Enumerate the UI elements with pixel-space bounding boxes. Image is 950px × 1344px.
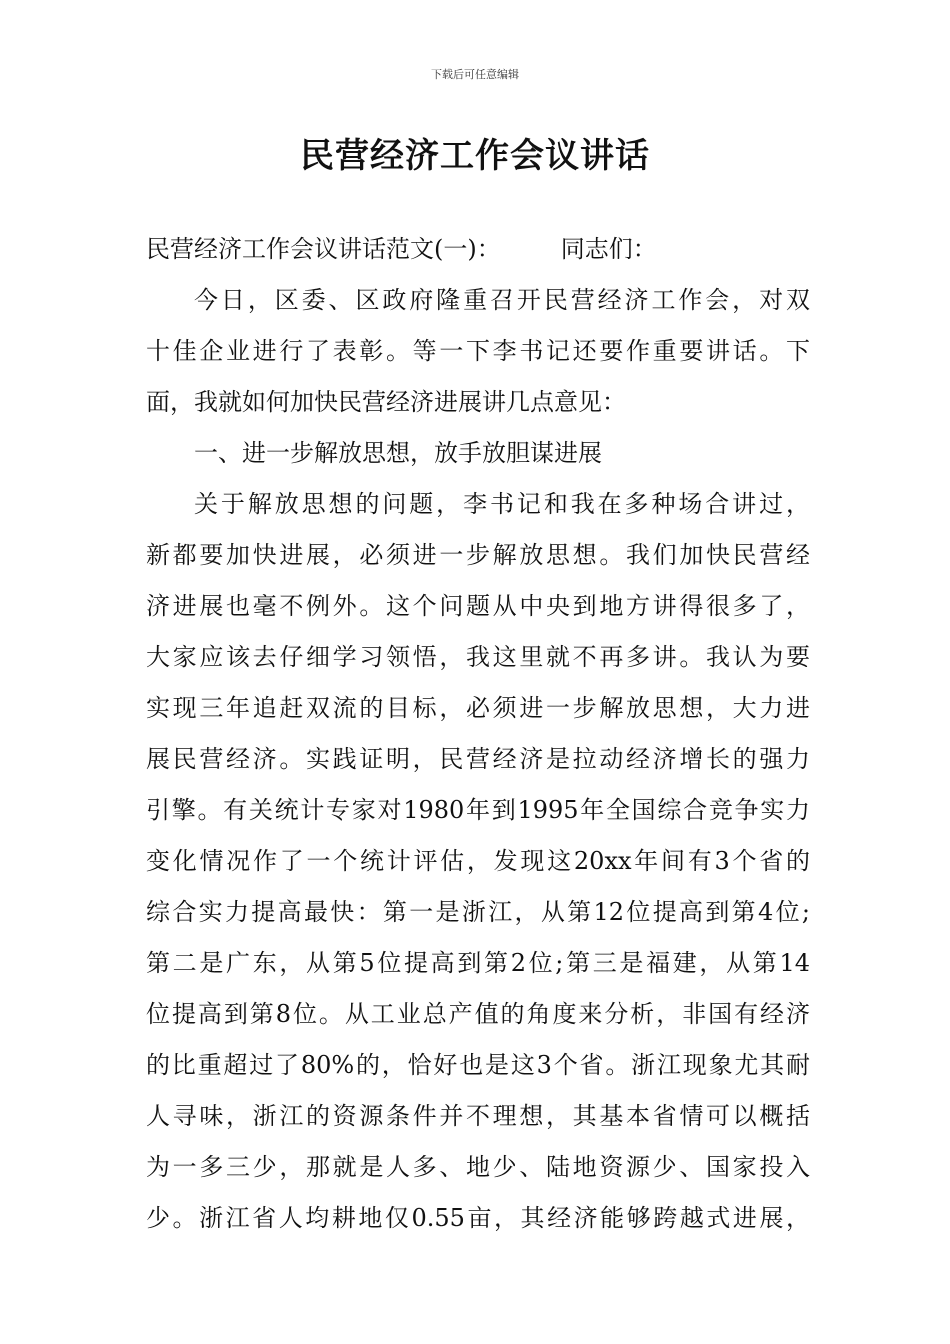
body-line: 实现三年追赶双流的目标，必须进一步解放思想，大力进 <box>146 694 810 722</box>
body-line: 引擎。有关统计专家对1980年到1995年全国综合竞争实力 <box>146 796 810 824</box>
header-note: 下载后可任意编辑 <box>431 68 519 81</box>
body-line: 新都要加快进展，必须进一步解放思想。我们加快民营经 <box>146 541 810 569</box>
document-title: 民营经济工作会议讲话 <box>300 136 650 176</box>
body-line: 综合实力提高最快：第一是浙江，从第12位提高到第4位; <box>146 898 810 926</box>
body-line: 济进展也毫不例外。这个问题从中央到地方讲得很多了， <box>146 592 810 620</box>
body-line: 展民营经济。实践证明，民营经济是拉动经济增长的强力 <box>146 745 810 773</box>
document-body <box>146 224 810 1244</box>
body-line: 今日，区委、区政府隆重召开民营经济工作会，对双 <box>194 286 810 314</box>
salutation: 同志们： <box>560 235 657 263</box>
intro-label: 民营经济工作会议讲话范文(一)： <box>146 235 501 263</box>
section-heading: 一、进一步解放思想，放手放胆谋进展 <box>194 439 602 467</box>
body-line: 人寻味，浙江的资源条件并不理想，其基本省情可以概括 <box>146 1102 810 1130</box>
body-line: 面，我就如何加快民营经济进展讲几点意见： <box>146 388 626 416</box>
body-line: 位提高到第8位。从工业总产值的角度来分析，非国有经济 <box>146 1000 810 1028</box>
intro-line <box>146 224 810 275</box>
body-line: 十佳企业进行了表彰。等一下李书记还要作重要讲话。下 <box>146 337 810 365</box>
body-line: 少。浙江省人均耕地仅0.55亩，其经济能够跨越式进展， <box>146 1204 810 1232</box>
body-line: 第二是广东，从第5位提高到第2位;第三是福建，从第14 <box>146 949 810 977</box>
body-line: 变化情况作了一个统计评估，发现这20xx年间有3个省的 <box>146 847 810 875</box>
body-line: 大家应该去仔细学习领悟，我这里就不再多讲。我认为要 <box>146 643 810 671</box>
body-line: 关于解放思想的问题，李书记和我在多种场合讲过， <box>194 490 810 518</box>
body-line: 为一多三少，那就是人多、地少、陆地资源少、国家投入 <box>146 1153 810 1181</box>
body-line: 的比重超过了80%的，恰好也是这3个省。浙江现象尤其耐 <box>146 1051 810 1079</box>
